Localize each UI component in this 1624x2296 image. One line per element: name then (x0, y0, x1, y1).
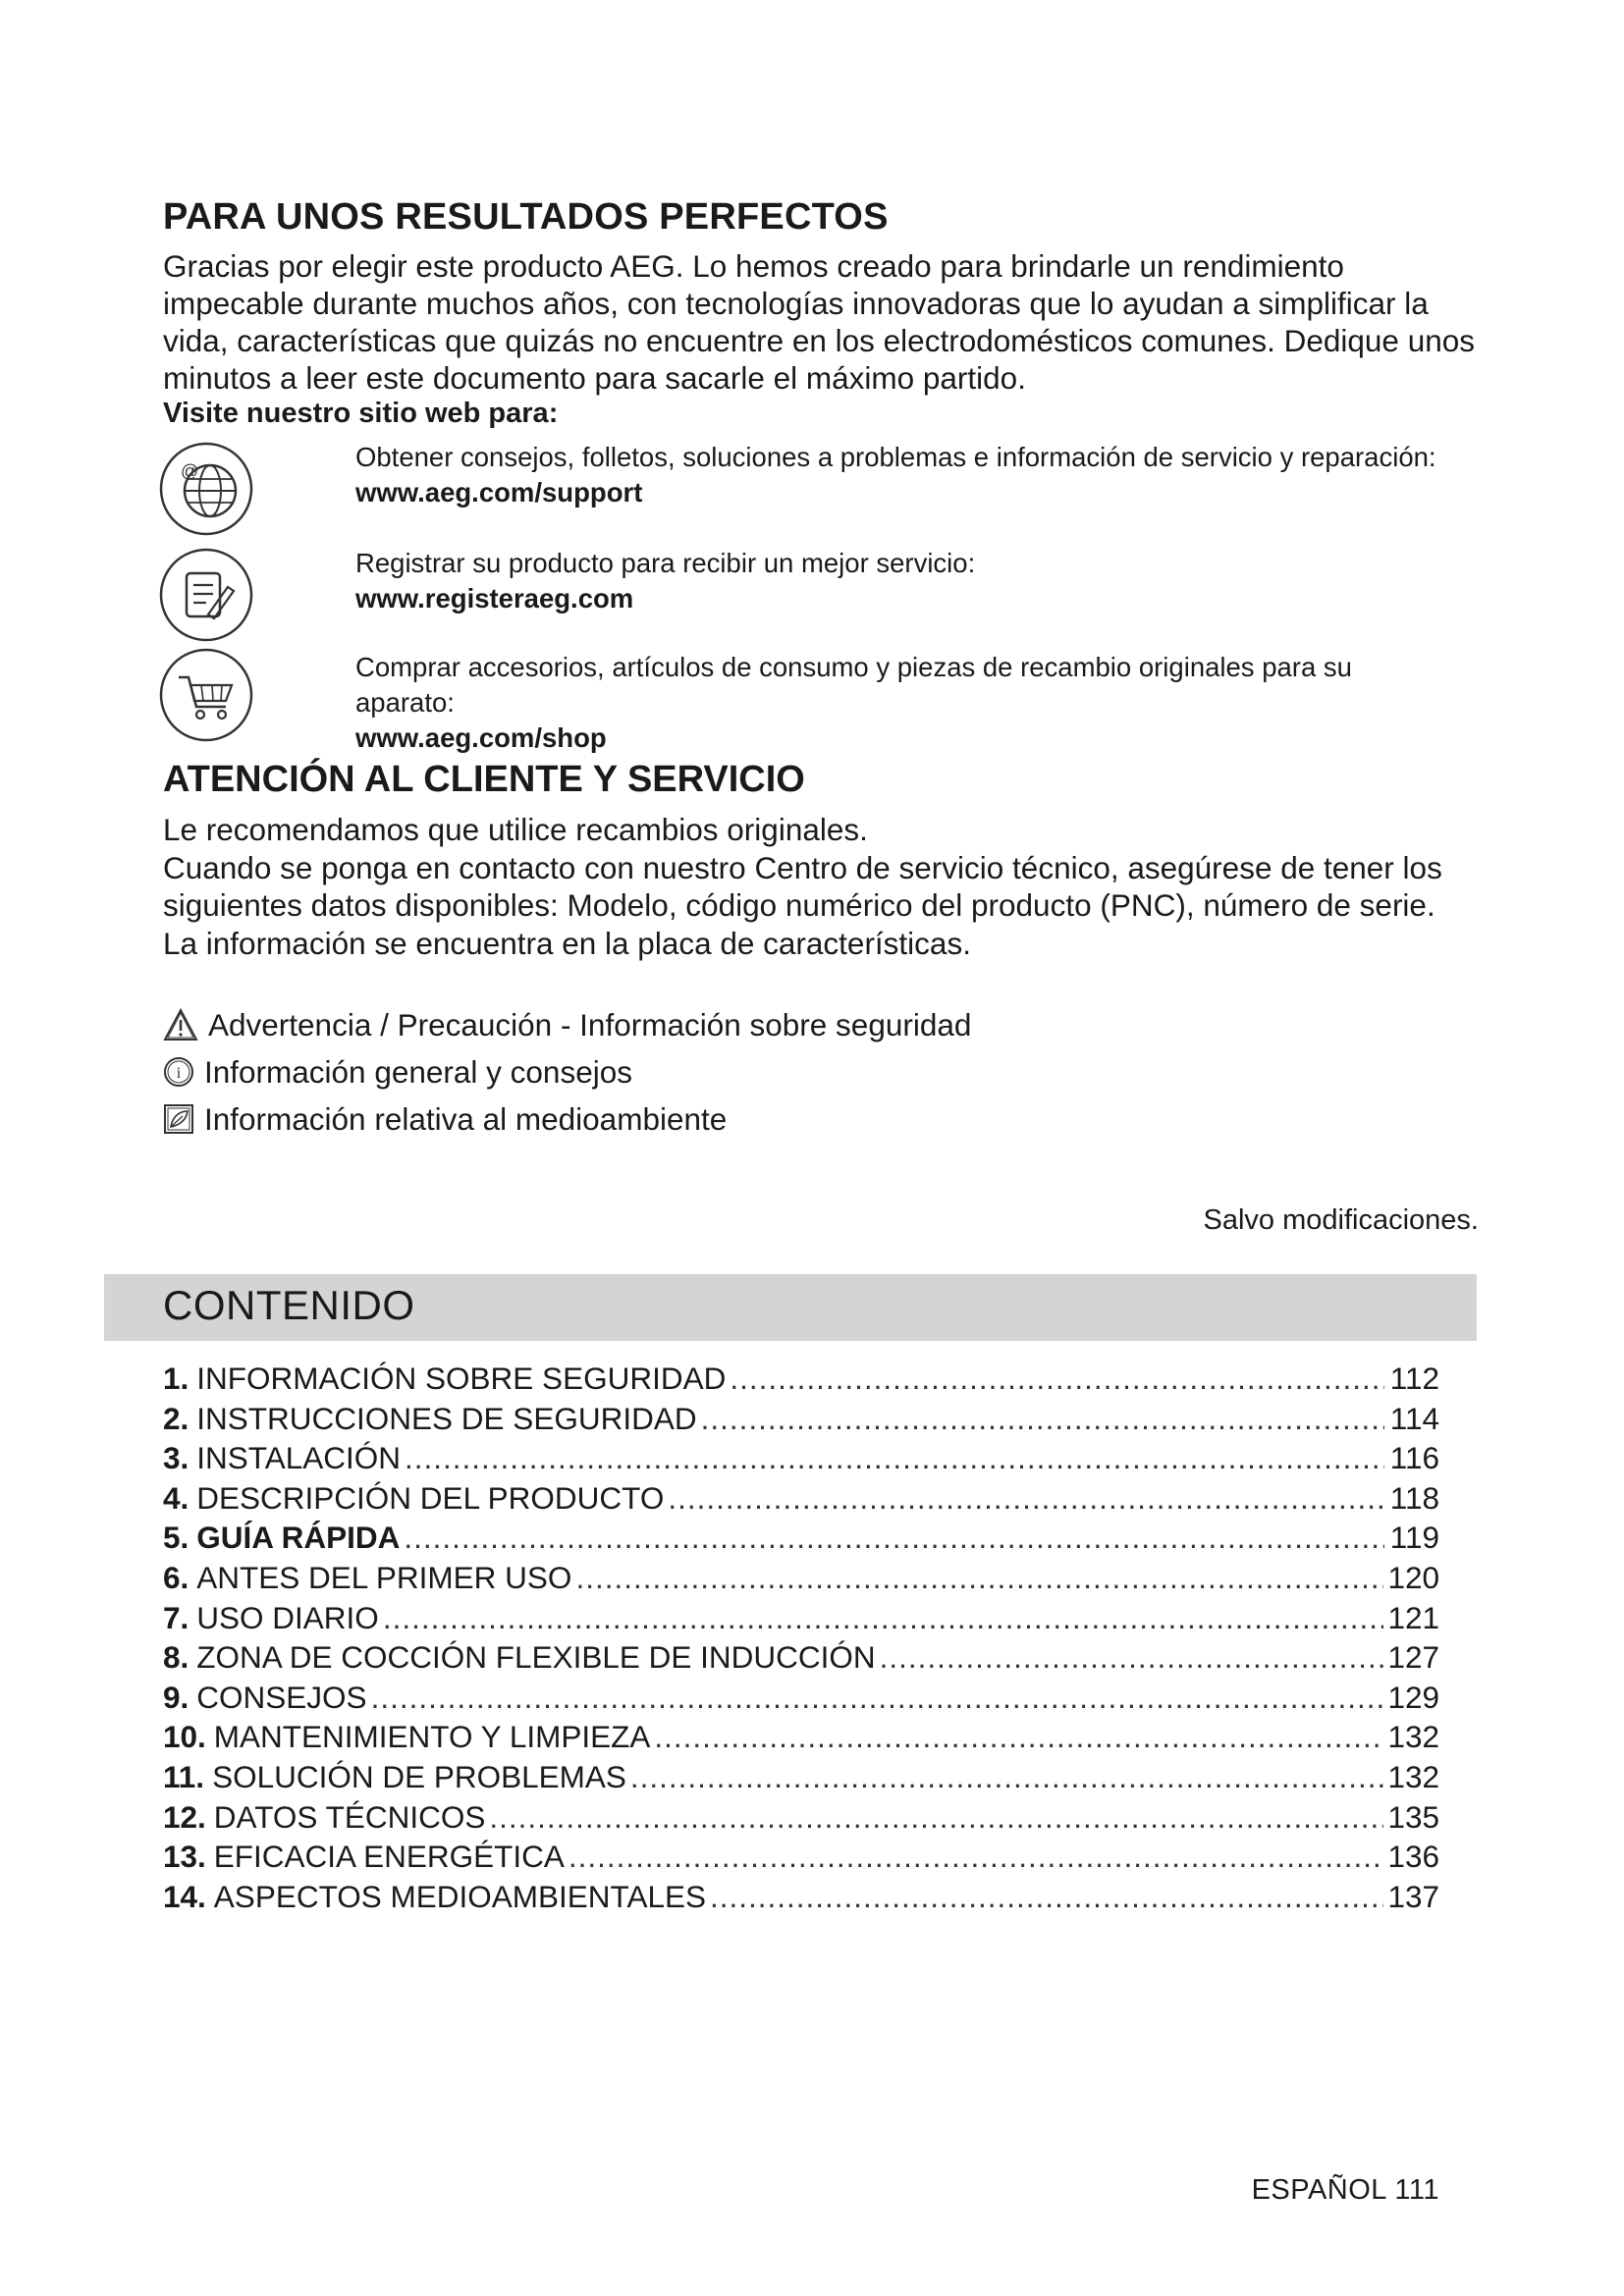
rating-plate-note: La información se encuentra en la placa de características. (163, 925, 971, 961)
toc-dot-leader (405, 1440, 1384, 1476)
web-item-description: Obtener consejos, folletos, soluciones a problemas e información de servicio y reparación: (355, 442, 1436, 472)
toc-entry-number: 14. (163, 1878, 206, 1914)
svg-text:i: i (176, 1065, 182, 1082)
toc-dot-leader (654, 1719, 1383, 1755)
legend-label: Advertencia / Precaución - Información sobre seguridad (208, 1007, 972, 1042)
toc-entry[interactable] (163, 1719, 1439, 1759)
toc-entry-page: 127 (1387, 1639, 1439, 1676)
warning-triangle-icon (163, 1008, 198, 1041)
toc-entry-title: GUÍA RÁPIDA (196, 1520, 401, 1556)
table-of-contents (163, 1361, 1439, 1918)
toc-entry-number: 1. (163, 1361, 189, 1396)
legend-item-info (163, 1048, 971, 1095)
toc-dot-leader (668, 1480, 1384, 1517)
toc-entry-page: 120 (1387, 1559, 1439, 1595)
toc-entry-number: 2. (163, 1400, 189, 1436)
toc-entry[interactable] (163, 1600, 1439, 1640)
section-title-customer-service: ATENCIÓN AL CLIENTE Y SERVICIO (163, 759, 805, 800)
toc-entry-title: INSTRUCCIONES DE SEGURIDAD (196, 1400, 697, 1436)
toc-dot-leader (880, 1639, 1384, 1676)
section-title-perfect-results: PARA UNOS RESULTADOS PERFECTOS (163, 196, 889, 238)
legend-item-warning (163, 1001, 971, 1048)
toc-entry-number: 12. (163, 1798, 206, 1835)
toc-dot-leader (489, 1799, 1383, 1836)
website-heading: Visite nuestro sitio web para: (163, 398, 559, 429)
toc-entry[interactable] (163, 1759, 1439, 1799)
toc-dot-leader (404, 1520, 1384, 1556)
toc-entry[interactable] (163, 1639, 1439, 1680)
toc-entry[interactable] (163, 1799, 1439, 1840)
intro-paragraph: Gracias por elegir este producto AEG. Lo hemos creado para brindarle un rendimiento impecable durante muchos años, con tecnologías innovadoras que lo ayudan a simplificar la vida, características que quizás no encuentre en los electrodomésticos comunes. Dedique unos minutos a leer este documento para sacarle el máximo partido. (163, 248, 1475, 396)
toc-header-band (104, 1274, 1477, 1341)
toc-entry-page: 114 (1389, 1400, 1439, 1436)
toc-entry-title: INFORMACIÓN SOBRE SEGURIDAD (196, 1361, 727, 1396)
toc-entry-page: 132 (1387, 1719, 1439, 1755)
toc-entry-page: 129 (1387, 1679, 1439, 1715)
toc-dot-leader (730, 1361, 1384, 1397)
toc-entry-number: 10. (163, 1719, 206, 1755)
globe-icon (157, 440, 255, 538)
toc-entry-number: 6. (163, 1559, 189, 1595)
toc-entry-number: 3. (163, 1440, 189, 1476)
toc-entry-number: 11. (163, 1758, 205, 1794)
toc-dot-leader (701, 1401, 1384, 1437)
toc-entry-title: ANTES DEL PRIMER USO (196, 1559, 572, 1595)
toc-entry[interactable] (163, 1560, 1439, 1600)
toc-dot-leader (575, 1560, 1383, 1596)
toc-dot-leader (630, 1759, 1384, 1795)
info-circle-icon (163, 1056, 194, 1088)
toc-entry-page: 119 (1389, 1520, 1439, 1556)
contact-service-note: Cuando se ponga en contacto con nuestro Centro de servicio técnico, asegúrese de tener los siguientes datos disponibles: Modelo, código numérico del producto (PNC), número de serie. (163, 849, 1442, 923)
web-item-text (355, 650, 1455, 756)
support-link[interactable]: www.aeg.com/support (355, 477, 643, 507)
toc-dot-leader (710, 1879, 1383, 1915)
toc-entry-number: 4. (163, 1479, 189, 1516)
register-document-icon (157, 546, 255, 644)
toc-entry[interactable] (163, 1480, 1439, 1521)
leaf-environment-icon (163, 1103, 194, 1135)
shopping-cart-icon (157, 646, 255, 744)
toc-entry-title: USO DIARIO (196, 1599, 379, 1635)
toc-entry-number: 5. (163, 1520, 189, 1556)
web-item-description: Registrar su producto para recibir un mejor servicio: (355, 548, 976, 578)
svg-text:@: @ (181, 461, 199, 481)
legend-label: Información relativa al medioambiente (204, 1101, 728, 1137)
toc-entry-page: 116 (1389, 1440, 1439, 1476)
original-parts-note: Le recomendamos que utilice recambios originales. (163, 812, 868, 847)
web-item-description: Comprar accesorios, artículos de consumo y piezas de recambio originales para su aparato: (355, 652, 1352, 718)
toc-entry-title: ASPECTOS MEDIOAMBIENTALES (213, 1878, 706, 1914)
toc-entry[interactable] (163, 1520, 1439, 1560)
toc-entry-title: DESCRIPCIÓN DEL PRODUCTO (196, 1479, 665, 1516)
toc-entry-title: INSTALACIÓN (196, 1440, 401, 1476)
toc-entry-number: 7. (163, 1599, 189, 1635)
toc-entry-page: 112 (1389, 1361, 1439, 1396)
toc-entry-number: 8. (163, 1639, 189, 1676)
toc-entry-title: MANTENIMIENTO Y LIMPIEZA (213, 1719, 651, 1755)
subject-to-change-note: Salvo modificaciones. (1203, 1204, 1479, 1236)
toc-entry-page: 118 (1389, 1479, 1439, 1516)
toc-entry[interactable] (163, 1839, 1439, 1879)
toc-entry-title: EFICACIA ENERGÉTICA (213, 1839, 565, 1875)
toc-entry[interactable] (163, 1879, 1439, 1919)
toc-entry-page: 136 (1387, 1839, 1439, 1875)
toc-entry-number: 13. (163, 1839, 206, 1875)
register-link[interactable]: www.registeraeg.com (355, 583, 634, 614)
toc-entry[interactable] (163, 1361, 1439, 1401)
toc-dot-leader (383, 1600, 1384, 1636)
toc-dot-leader (568, 1839, 1384, 1875)
toc-entry-page: 121 (1387, 1599, 1439, 1635)
shop-link[interactable]: www.aeg.com/shop (355, 722, 607, 753)
customer-service-body (163, 811, 1479, 962)
toc-entry-title: SOLUCIÓN DE PROBLEMAS (212, 1758, 626, 1794)
toc-entry[interactable] (163, 1680, 1439, 1720)
toc-entry-page: 135 (1387, 1798, 1439, 1835)
toc-entry[interactable] (163, 1401, 1439, 1441)
legend-label: Información general y consejos (204, 1054, 632, 1090)
toc-entry-page: 137 (1387, 1878, 1439, 1914)
legend-item-environment (163, 1095, 971, 1143)
toc-dot-leader (371, 1680, 1384, 1716)
toc-entry-title: DATOS TÉCNICOS (213, 1798, 486, 1835)
toc-entry-title: CONSEJOS (196, 1679, 367, 1715)
web-item-text (355, 546, 1455, 616)
toc-entry-number: 9. (163, 1679, 189, 1715)
toc-entry[interactable] (163, 1440, 1439, 1480)
symbol-legend (163, 1001, 971, 1143)
web-item-text (355, 440, 1455, 510)
toc-entry-page: 132 (1387, 1758, 1439, 1794)
toc-title: CONTENIDO (163, 1282, 415, 1328)
toc-entry-title: ZONA DE COCCIÓN FLEXIBLE DE INDUCCIÓN (196, 1639, 876, 1676)
page-footer-number: ESPAÑOL 111 (1251, 2174, 1439, 2206)
